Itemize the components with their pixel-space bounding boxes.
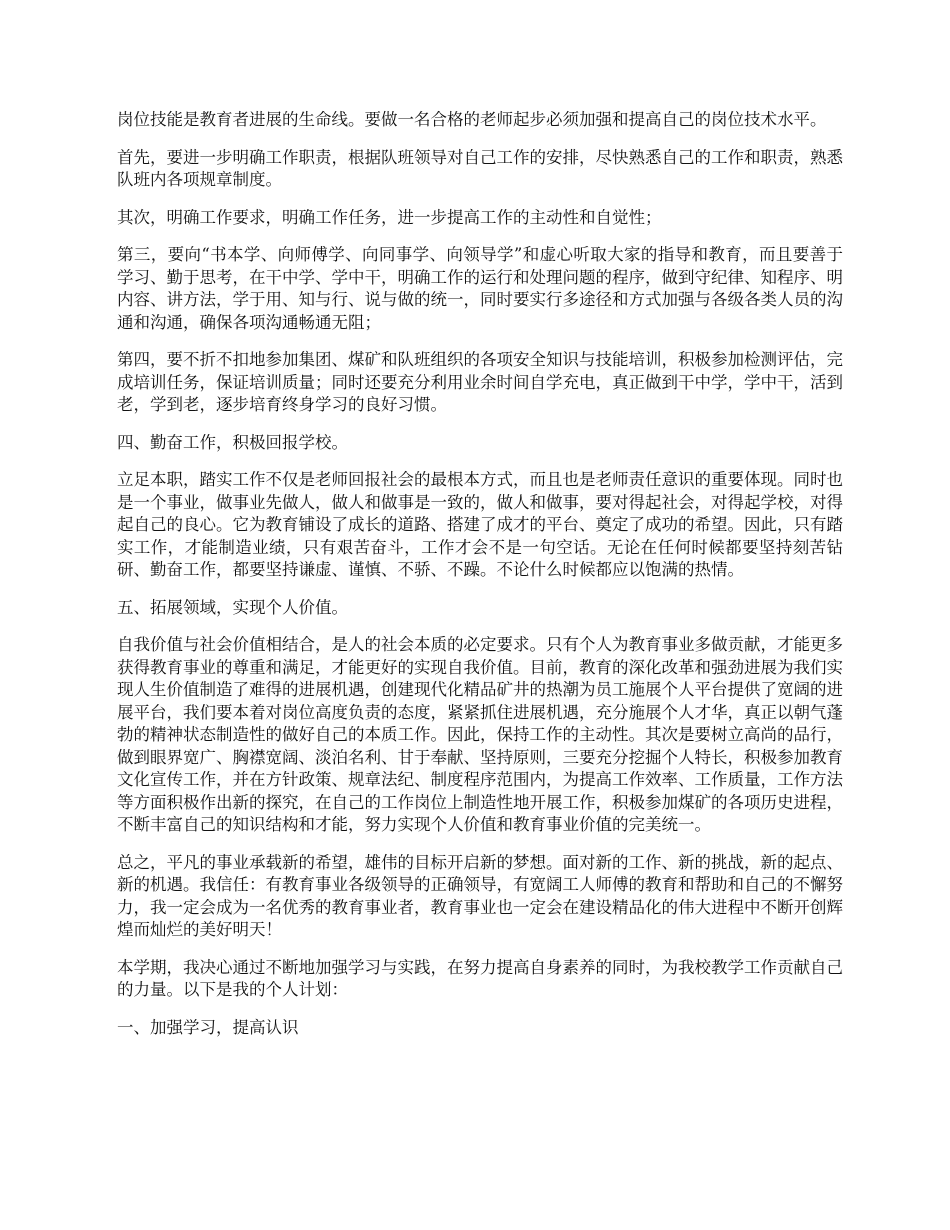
paragraph-first-duties: 首先，要进一步明确工作职责，根据队班领导对自己工作的安排，尽快熟悉自己的工作和职责，熟悉队班内各项规章制度。	[117, 147, 843, 189]
paragraph-semester-plan: 本学期，我决心通过不断地加强学习与实践，在努力提高自身素养的同时，为我校教学工作贡献自己的力量。以下是我的个人计划：	[117, 957, 843, 999]
paragraph-skills-lifeline: 岗位技能是教育者进展的生命线。要做一名合格的老师起步必须加强和提高自己的岗位技术水平。	[117, 110, 827, 129]
section-heading-one: 一、加强学习，提高认识	[117, 1017, 299, 1037]
section-heading-five: 五、拓展领域，实现个人价值。	[117, 597, 348, 617]
paragraph-summary: 总之，平凡的事业承载新的希望，雄伟的目标开启新的梦想。面对新的工作、新的挑战，新的起点、新的机遇。我信任：有教育事业各级领导的正确领导，有宽阔工人师傅的教育和帮助和自己的不懈努力，我一定会成为一名优秀的教育事业者，教育事业也一定会在建设精品化的伟大进程中不断开创辉煌而灿烂的美好明天！	[117, 852, 843, 939]
paragraph-third-learning: 第三，要向“书本学、向师傅学、向同事学、向领导学”和虚心听取大家的指导和教育，而且要善于学习、勤于思考，在干中学、学中干，明确工作的运行和处理问题的程序，做到守纪律、知程序、明内容、讲方法，学于用、知与行、说与做的统一，同时要实行多途径和方式加强与各级各类人员的沟通和沟通，确保各项沟通畅通无阻；	[117, 245, 843, 332]
section-heading-four: 四、勤奋工作，积极回报学校。	[117, 432, 348, 452]
paragraph-work-diligently: 立足本职，踏实工作不仅是老师回报社会的最根本方式，而且也是老师责任意识的重要体现。同时也是一个事业，做事业先做人，做人和做事是一致的，做人和做事，要对得起社会，对得起学校，对得起自己的良心。它为教育铺设了成长的道路、搭建了成才的平台、奠定了成功的希望。因此，只有踏实工作，才能制造业绩，只有艰苦奋斗，工作才会不是一句空话。无论在任何时候都要坚持刻苦钻研、勤奋工作，都要坚持谦虚、谨慎、不骄、不躁。不论什么时候都应以饱满的热情。	[117, 470, 843, 579]
document-body	[117, 109, 843, 1054]
paragraph-fourth-training: 第四，要不折不扣地参加集团、煤矿和队班组织的各项安全知识与技能培训，积极参加检测评估，完成培训任务，保证培训质量；同时还要充分利用业余时间自学充电，真正做到干中学，学中干，活到老，学到老，逐步培育终身学习的良好习惯。	[117, 350, 843, 414]
paragraph-self-value: 自我价值与社会价值相结合，是人的社会本质的必定要求。只有个人为教育事业多做贡献，才能更多获得教育事业的尊重和满足，才能更好的实现自我价值。目前，教育的深化改革和强劲进展为我们实现人生价值制造了难得的进展机遇，创建现代化精品矿井的热潮为员工施展个人平台提供了宽阔的进展平台，我们要本着对岗位高度负责的态度，紧紧抓住进展机遇，充分施展个人才华，真正以朝气蓬勃的精神状态制造性的做好自己的本质工作。因此，保持工作的主动性。其次是要树立高尚的品行，做到眼界宽广、胸襟宽阔、淡泊名利、甘于奉献、坚持原则，三要充分挖掘个人特长，积极参加教育文化宣传工作，并在方针政策、规章法纪、制度程序范围内，为提高工作效率、工作质量，工作方法等方面积极作出新的探究，在自己的工作岗位上制造性地开展工作，积极参加煤矿的各项历史进程，不断丰富自己的知识结构和才能，努力实现个人价值和教育事业价值的完美统一。	[117, 635, 843, 834]
paragraph-second-requirements: 其次，明确工作要求，明确工作任务，进一步提高工作的主动性和自觉性；	[117, 207, 662, 227]
